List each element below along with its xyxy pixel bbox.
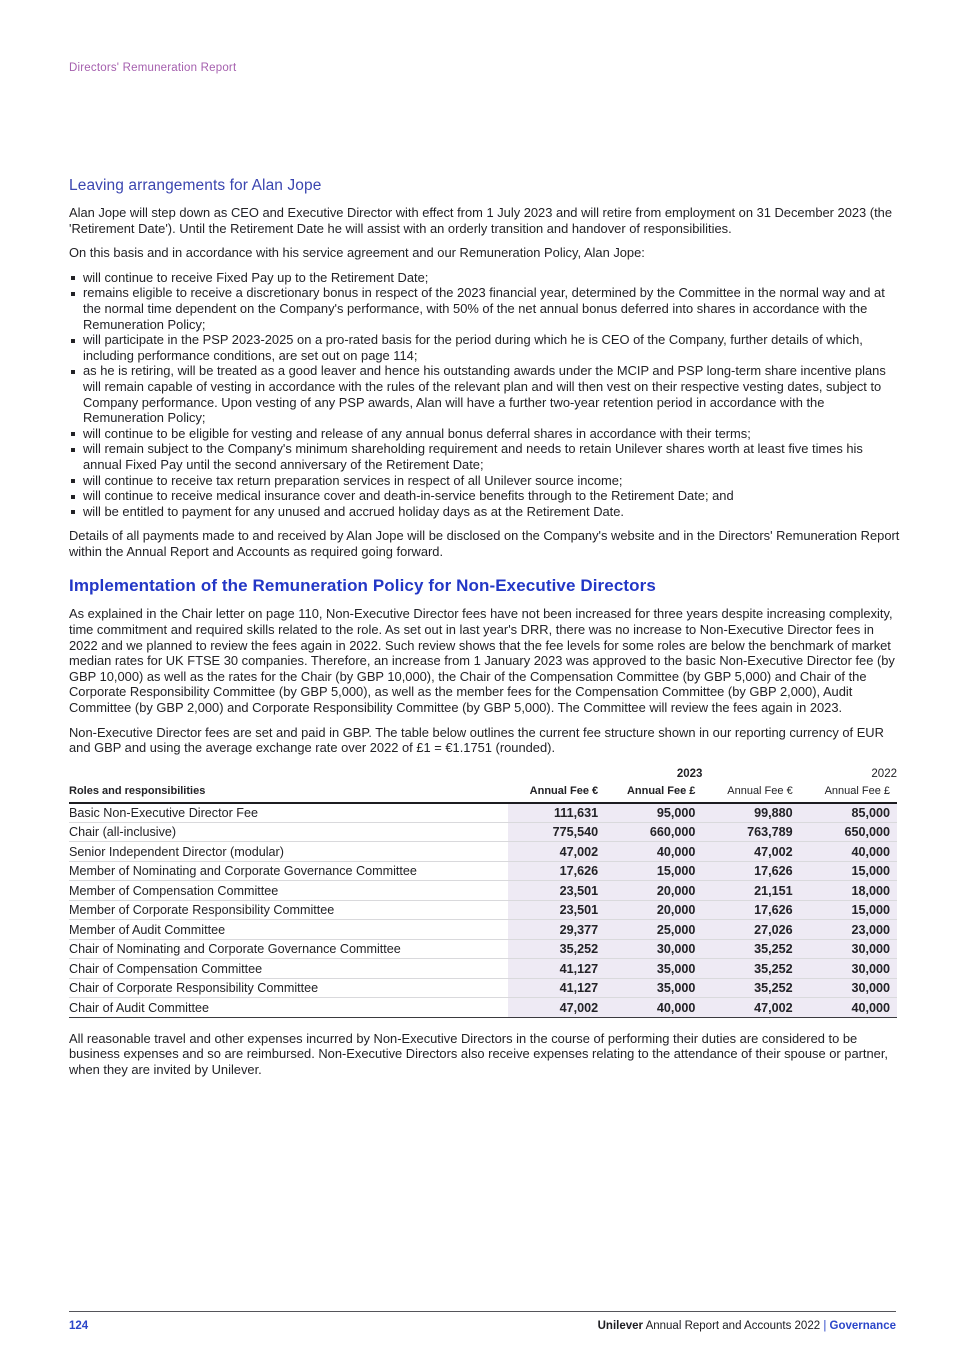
fee-cell: 40,000 (800, 842, 897, 862)
fee-cell: 30,000 (800, 959, 897, 979)
fee-cell: 95,000 (605, 803, 702, 823)
report-label: Directors' Remuneration Report (69, 62, 237, 74)
fee-cell: 47,002 (508, 842, 605, 862)
leaving-para-1: Alan Jope will step down as CEO and Executive Director with effect from 1 July 2023 and will retire from employment on 31 December 2023 (the 'Retirement Date'). Until the Retirement Date he will assist with an orderly transition and handover of responsibilities. (69, 205, 893, 236)
year-header-row (69, 768, 897, 783)
bullet-item: will continue to receive medical insurance cover and death-in-service benefits through to the Retirement Date; and (69, 488, 900, 504)
fee-cell: 29,377 (508, 920, 605, 940)
bullet-item: as he is retiring, will be treated as a good leaver and hence his outstanding awards under the MCIP and PSP long-term share incentive plans will remain capable of vesting in accordance with the rules of the relevant plan and will then vest on their respective vesting dates, subject to Company performance. Upon vesting of any PSP awards, Alan will have a further two-year retention period in accordance with the Remuneration Policy; (69, 363, 900, 425)
fees-table (69, 768, 897, 1018)
table-row (69, 861, 897, 881)
fee-cell: 40,000 (605, 842, 702, 862)
bullet-item: will participate in the PSP 2023-2025 on a pro-rated basis for the period during which he is CEO of the Company, further details of which, including performance conditions, are set out on page 114; (69, 332, 900, 363)
role-cell: Member of Nominating and Corporate Governance Committee (69, 861, 508, 881)
fee-cell: 17,626 (702, 900, 799, 920)
footer-report-title: Annual Report and Accounts 2022 (643, 1320, 824, 1332)
implementation-para-1: As explained in the Chair letter on page 110, Non-Executive Director fees have not been increased for three years despite increasing complexity, time commitment and required skills related to the role. As set out in last year's DRR, there was no increase to Non-Executive Director fees in 2022 and we planned to review the fees again in 2022. Such review shows that the fee levels for some roles are below the benchmark of market median rates for UK FTSE 30 companies. Therefore, an increase from 1 January 2023 was approved to the basic Non-Executive Director fee (by GBP 10,000) as well as the rates for the Chair (by GBP 10,000), the Chair of the Compensation Committee (by GBP 5,000) and Chair of the Corporate Responsibility Committee (by GBP 5,000), as well as the member fees for the Compensation Committee (by GBP 2,000), Audit Committee (by GBP 2,000) and Corporate Responsibility Committee (by GBP 5,000). The Committee will review the fees again in 2023. (69, 606, 895, 716)
fee-cell: 18,000 (800, 881, 897, 901)
fee-cell: 35,252 (702, 939, 799, 959)
fee-cell: 17,626 (702, 861, 799, 881)
fees-table-head (69, 768, 897, 803)
fee-cell: 40,000 (605, 998, 702, 1018)
role-cell: Chair of Nominating and Corporate Governance Committee (69, 939, 508, 959)
fee-cell: 35,252 (508, 939, 605, 959)
table-row (69, 900, 897, 920)
fee-cell: 23,501 (508, 900, 605, 920)
leaving-para-3: Details of all payments made to and received by Alan Jope will be disclosed on the Company's website and in the Directors' Remuneration Report within the Annual Report and Accounts as required going forward. (69, 528, 900, 559)
leaving-bullets (69, 270, 900, 520)
fee-cell: 35,000 (605, 978, 702, 998)
table-row (69, 959, 897, 979)
table-row (69, 939, 897, 959)
footer-brand: Unilever (597, 1320, 644, 1332)
fee-cell: 47,002 (702, 842, 799, 862)
table-row (69, 803, 897, 823)
fee-cell: 17,626 (508, 861, 605, 881)
fee-cell: 763,789 (702, 822, 799, 842)
role-cell: Senior Independent Director (modular) (69, 842, 508, 862)
leaving-para-2: On this basis and in accordance with his service agreement and our Remuneration Policy, Alan Jope: (69, 245, 645, 261)
fee-cell: 41,127 (508, 978, 605, 998)
table-row (69, 842, 897, 862)
implementation-heading: Implementation of the Remuneration Policy for Non-Executive Directors (69, 576, 656, 596)
fee-cell: 40,000 (800, 998, 897, 1018)
bullet-item: remains eligible to receive a discretionary bonus in respect of the 2023 financial year, determined by the Committee in the normal way and at the normal time dependent on the Company's performance, with 50% of the net annual bonus deferred into shares in accordance with the Remuneration Policy; (69, 285, 900, 332)
bullet-item: will continue to receive tax return preparation services in respect of all Unilever source income; (69, 473, 900, 489)
fee-cell: 30,000 (800, 978, 897, 998)
footer-report-reference (598, 1320, 896, 1332)
table-row (69, 998, 897, 1018)
fee-cell: 27,026 (702, 920, 799, 940)
role-cell: Member of Corporate Responsibility Committee (69, 900, 508, 920)
fee-cell: 15,000 (800, 861, 897, 881)
fee-cell: 775,540 (508, 822, 605, 842)
table-row (69, 881, 897, 901)
fee-cell: 85,000 (800, 803, 897, 823)
column-header-2022-gbp: Annual Fee £ (800, 783, 897, 803)
fee-cell: 47,002 (702, 998, 799, 1018)
role-cell: Member of Audit Committee (69, 920, 508, 940)
bullet-item: will continue to receive Fixed Pay up to the Retirement Date; (69, 270, 900, 286)
page-content (69, 177, 900, 1078)
fee-cell: 660,000 (605, 822, 702, 842)
column-header-row (69, 783, 897, 803)
role-cell: Basic Non-Executive Director Fee (69, 803, 508, 823)
year-header-spacer (69, 768, 508, 783)
fee-cell: 650,000 (800, 822, 897, 842)
fees-table-body (69, 803, 897, 1018)
fee-cell: 30,000 (800, 939, 897, 959)
page-number: 124 (69, 1320, 89, 1332)
leaving-arrangements-heading: Leaving arrangements for Alan Jope (69, 177, 322, 194)
fee-cell: 15,000 (800, 900, 897, 920)
table-row (69, 920, 897, 940)
role-cell: Member of Compensation Committee (69, 881, 508, 901)
fee-cell: 35,252 (702, 978, 799, 998)
footer-pipe: | (823, 1320, 830, 1332)
fee-cell: 30,000 (605, 939, 702, 959)
fee-cell: 25,000 (605, 920, 702, 940)
column-header-2022-eur: Annual Fee € (702, 783, 799, 803)
page-footer (69, 1311, 896, 1332)
fee-cell: 41,127 (508, 959, 605, 979)
fee-cell: 21,151 (702, 881, 799, 901)
fee-cell: 20,000 (605, 881, 702, 901)
bullet-item: will remain subject to the Company's minimum shareholding requirement and needs to retain Unilever shares worth at least five times his annual Fixed Pay until the second anniversary of the Retirement Date; (69, 441, 900, 472)
implementation-para-2: Non-Executive Director fees are set and paid in GBP. The table below outlines the current fee structure shown in our reporting currency of EUR and GBP and using the average exchange rate over 2022 of £1 = €1.1751 (rounded). (69, 724, 884, 756)
role-cell: Chair of Audit Committee (69, 998, 508, 1018)
bullet-item: will be entitled to payment for any unused and accrued holiday days as at the Retirement Date. (69, 504, 900, 520)
bullet-item: will continue to be eligible for vesting and release of any annual bonus deferral shares in accordance with their terms; (69, 426, 900, 442)
year-header-spacer (508, 768, 605, 783)
fee-cell: 111,631 (508, 803, 605, 823)
role-cell: Chair of Compensation Committee (69, 959, 508, 979)
role-cell: Chair of Corporate Responsibility Committee (69, 978, 508, 998)
fee-cell: 23,501 (508, 881, 605, 901)
column-header-2023-eur: Annual Fee € (508, 783, 605, 803)
table-row (69, 822, 897, 842)
year-header-2022: 2022 (871, 767, 897, 780)
year-header-spacer (702, 768, 799, 783)
column-header-2023-gbp: Annual Fee £ (605, 783, 702, 803)
fee-cell: 15,000 (605, 861, 702, 881)
year-header-2023: 2023 (676, 767, 703, 780)
fee-cell: 47,002 (508, 998, 605, 1018)
fee-cell: 20,000 (605, 900, 702, 920)
fee-cell: 35,000 (605, 959, 702, 979)
footer-section: Governance (829, 1320, 896, 1332)
closing-para: All reasonable travel and other expenses incurred by Non-Executive Directors in the course of performing their duties are considered to be business expenses and so are reimbursed. Non-Executive Directors also receive expenses relating to the attendance of their spouse or partner, when they are invited by Unilever. (69, 1030, 889, 1077)
role-cell: Chair (all-inclusive) (69, 822, 508, 842)
fee-cell: 23,000 (800, 920, 897, 940)
roles-column-header: Roles and responsibilities (69, 783, 508, 803)
fee-cell: 35,252 (702, 959, 799, 979)
fee-cell: 99,880 (702, 803, 799, 823)
table-row (69, 978, 897, 998)
